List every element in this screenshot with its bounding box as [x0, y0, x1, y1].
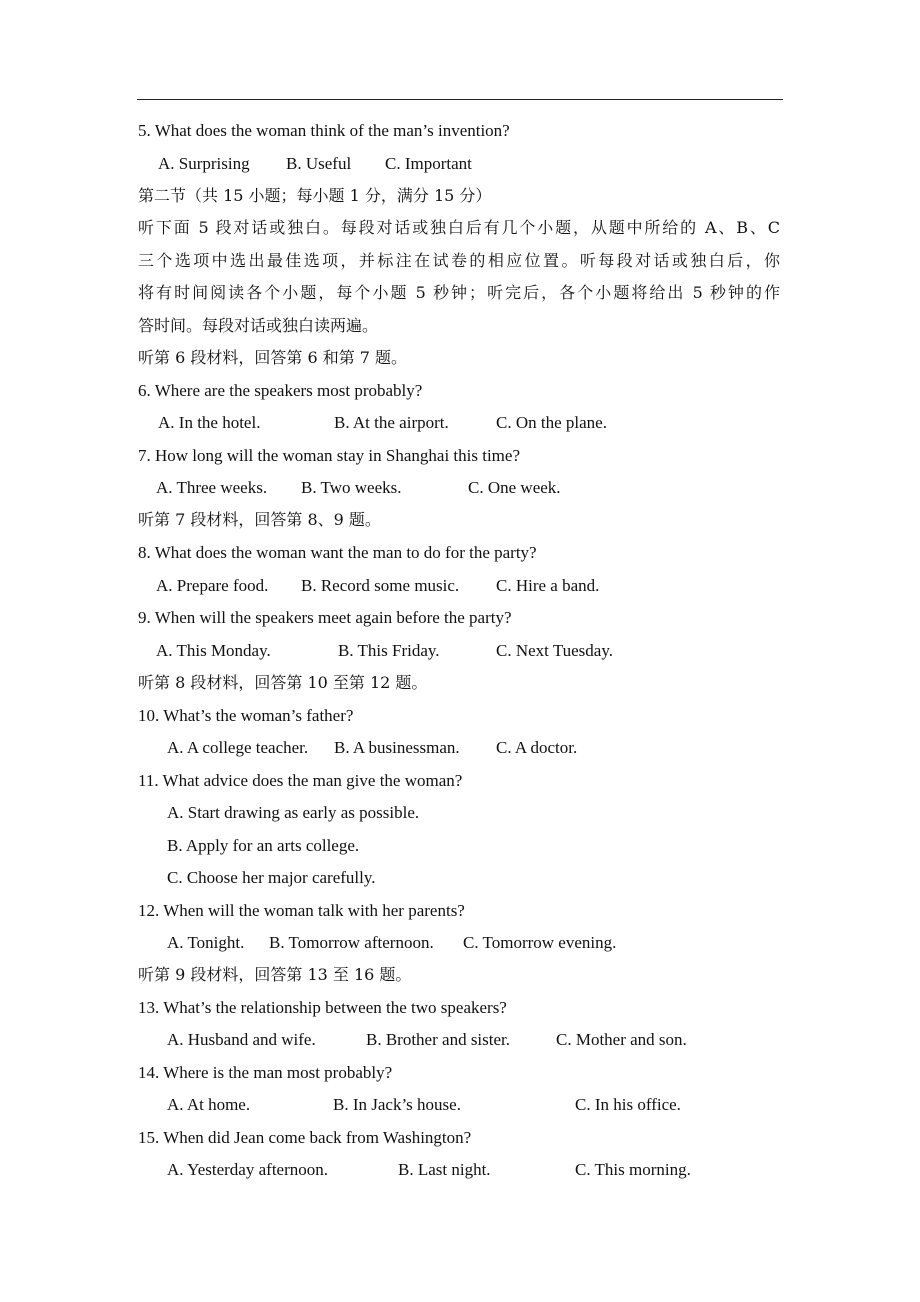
q5-option-a: A. Surprising [158, 154, 250, 173]
question-12: 12. When will the woman talk with her parents? [138, 901, 465, 920]
q12-option-b: B. Tomorrow afternoon. [269, 933, 434, 952]
question-10: 10. What’s the woman’s father? [138, 706, 354, 725]
q9-option-a: A. This Monday. [156, 641, 271, 660]
q5-option-b: B. Useful [286, 154, 352, 173]
q12-option-a: A. Tonight. [167, 933, 245, 952]
section-2-instruction-3: 将有时间阅读各个小题，每个小题 5 秒钟；听完后，各个小题将给出 5 秒钟的作 [138, 283, 780, 302]
question-13: 13. What’s the relationship between the two speakers? [138, 998, 507, 1017]
q11-option-b: B. Apply for an arts college. [167, 836, 360, 855]
q13-option-c: C. Mother and son. [556, 1030, 687, 1049]
q8-option-b: B. Record some music. [301, 576, 460, 595]
q7-option-b: B. Two weeks. [301, 478, 402, 497]
q15-option-b: B. Last night. [398, 1160, 491, 1179]
q9-option-b: B. This Friday. [338, 641, 440, 660]
question-15: 15. When did Jean come back from Washington? [138, 1128, 472, 1147]
q15-option-c: C. This morning. [575, 1160, 691, 1179]
section-2-instruction-1: 听下面 5 段对话或独白。每段对话或独白后有几个小题，从题中所给的 A、B、C [138, 218, 780, 237]
material-8-heading: 听第 8 段材料，回答第 10 至第 12 题。 [138, 673, 428, 692]
q9-option-c: C. Next Tuesday. [496, 641, 613, 660]
q13-option-a: A. Husband and wife. [167, 1030, 316, 1049]
q11-option-a: A. Start drawing as early as possible. [167, 803, 420, 822]
material-6-heading: 听第 6 段材料，回答第 6 和第 7 题。 [138, 348, 408, 367]
q10-option-c: C. A doctor. [496, 738, 578, 757]
q6-option-c: C. On the plane. [496, 413, 607, 432]
q15-option-a: A. Yesterday afternoon. [167, 1160, 328, 1179]
question-8: 8. What does the woman want the man to do for the party? [138, 543, 537, 562]
q7-option-c: C. One week. [468, 478, 561, 497]
question-11: 11. What advice does the man give the woman? [138, 771, 463, 790]
question-14: 14. Where is the man most probably? [138, 1063, 393, 1082]
material-7-heading: 听第 7 段材料，回答第 8、9 题。 [138, 510, 381, 529]
q14-option-c: C. In his office. [575, 1095, 681, 1114]
q6-option-a: A. In the hotel. [158, 413, 261, 432]
q11-option-c: C. Choose her major carefully. [167, 868, 376, 887]
q5-option-c: C. Important [385, 154, 472, 173]
section-2-title: 第二节（共 15 小题；每小题 1 分，满分 15 分） [138, 186, 492, 205]
question-5: 5. What does the woman think of the man’s invention? [138, 121, 510, 140]
material-9-heading: 听第 9 段材料，回答第 13 至 16 题。 [138, 965, 412, 984]
q13-option-b: B. Brother and sister. [366, 1030, 511, 1049]
q8-option-a: A. Prepare food. [156, 576, 269, 595]
q10-option-a: A. A college teacher. [167, 738, 309, 757]
q14-option-b: B. In Jack’s house. [333, 1095, 461, 1114]
q7-option-a: A. Three weeks. [156, 478, 268, 497]
q8-option-c: C. Hire a band. [496, 576, 600, 595]
q14-option-a: A. At home. [167, 1095, 251, 1114]
section-2-instruction-2: 三个选项中选出最佳选项，并标注在试卷的相应位置。听每段对话或独白后，你 [138, 251, 780, 270]
question-7: 7. How long will the woman stay in Shanghai this time? [138, 446, 520, 465]
section-2-instruction-4: 答时间。每段对话或独白读两遍。 [138, 316, 379, 335]
q12-option-c: C. Tomorrow evening. [463, 933, 617, 952]
header-rule [137, 99, 783, 100]
q10-option-b: B. A businessman. [334, 738, 460, 757]
q6-option-b: B. At the airport. [334, 413, 449, 432]
question-9: 9. When will the speakers meet again before the party? [138, 608, 512, 627]
question-6: 6. Where are the speakers most probably? [138, 381, 423, 400]
